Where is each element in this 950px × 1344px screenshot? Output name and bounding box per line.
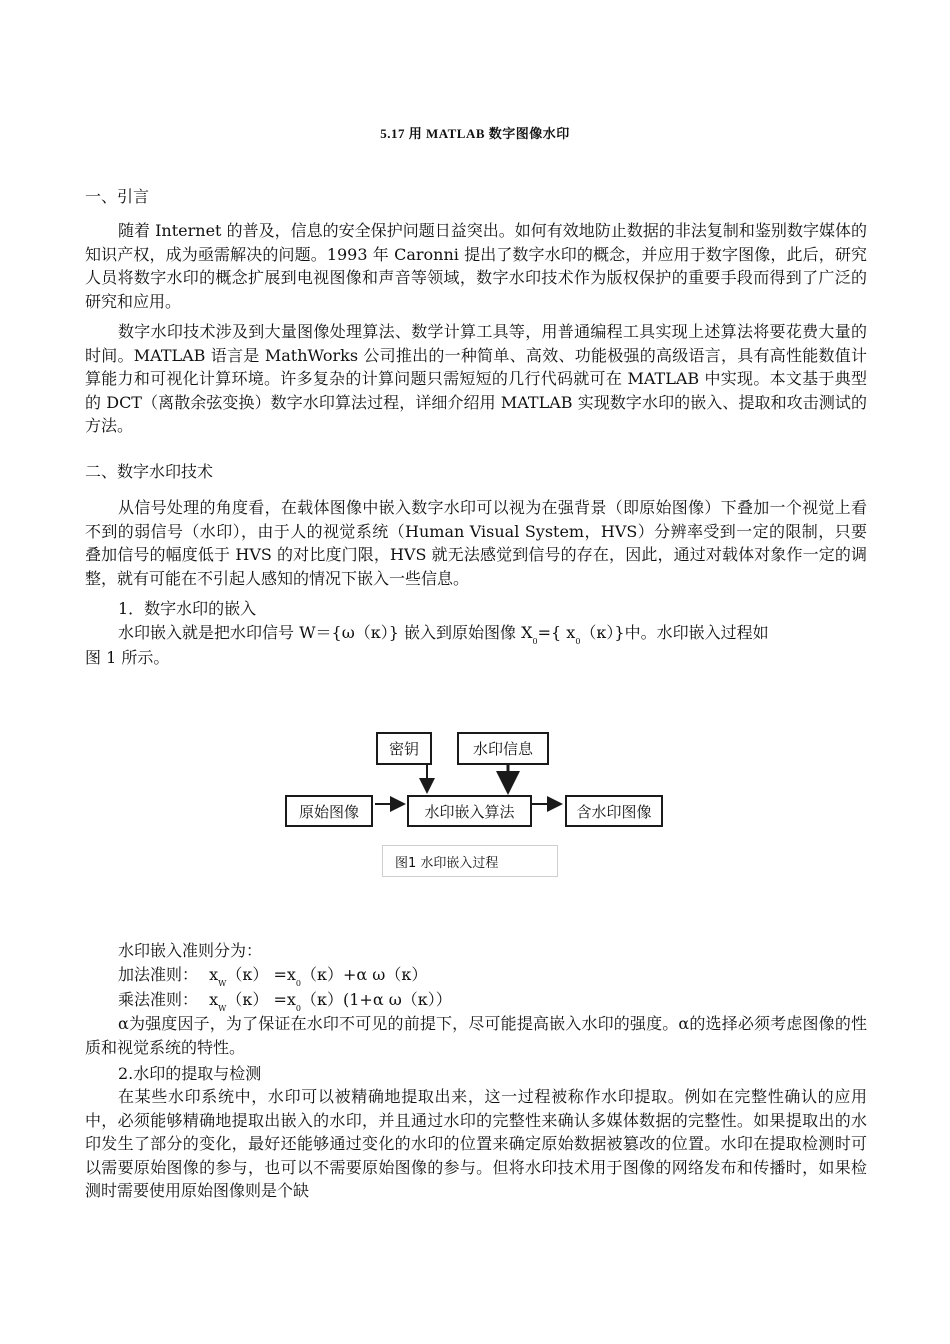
intro-paragraph-1: 随着 Internet 的普及，信息的安全保护问题日益突出。如何有效地防止数据的非法复制和鉴别数字媒体的知识产权，成为亟需解决的问题。1993 年 Caronni 提出了数字水印的概念，并应用于数字图像，此后，研究人员将数字水印的概念扩展到电视图像和声音等领域，数字水印技术作为版权保护的重要手段而得到了广泛的研究和应用。: [85, 221, 867, 311]
tech-paragraph-1: 从信号处理的角度看，在载体图像中嵌入数字水印可以视为在强背景（即原始图像）下叠加一个视觉上看不到的弱信号（水印），由于人的视觉系统（Human Visual System，HVS）分辨率受到一定的限制，只要叠加信号的幅度低于 HVS 的对比度门限，HVS 就无法感觉到信号的存在，因此，通过对载体对象作一定的调整，就有可能在不引起人感知的情况下嵌入一些信息。: [85, 498, 867, 588]
rule-add-label: 加法准则：: [118, 965, 199, 984]
rule-mul-mid-sub: 0: [295, 1004, 301, 1013]
box-original-image: 原始图像: [285, 795, 373, 827]
rule-add-rhs: （κ）+α ω（κ）: [301, 965, 428, 984]
alpha-paragraph: α为强度因子，为了保证在水印不可见的前提下，尽可能提高嵌入水印的强度。α的选择必须考虑图像的性质和视觉系统的特性。: [85, 1014, 867, 1057]
rule-add-lhs: x: [209, 965, 219, 984]
section-heading-introduction: 一、引言: [85, 187, 150, 206]
rule-mul-rhs: （κ）(1+α ω（κ））: [301, 990, 452, 1009]
rule-additive: [118, 962, 427, 988]
rule-mul-label: 乘法准则：: [118, 990, 199, 1009]
rule-add-mid-sub: 0: [295, 979, 301, 988]
rules-intro: 水印嵌入准则分为：: [118, 941, 263, 960]
rule-mul-lhs: x: [209, 990, 219, 1009]
box-key: 密钥: [376, 732, 432, 765]
box-embedding-algorithm: 水印嵌入算法: [407, 795, 532, 827]
intro-paragraph-2: 数字水印技术涉及到大量图像处理算法、数学计算工具等，用普通编程工具实现上述算法将要花费大量的时间。MATLAB 语言是 MathWorks 公司推出的一种简单、高效、功能极强的高级语言，具有高性能数值计算能力和可视化计算环境。许多复杂的计算问题只需短短的几行代码就可在 MATLAB 中实现。本文基于典型的 DCT（离散余弦变换）数字水印算法过程，详细介绍用 MATLAB 实现数字水印的嵌入、提取和攻击测试的方法。: [85, 322, 867, 436]
rule-mul-mid: （κ） =x: [226, 990, 296, 1009]
embed-subscript-1: 0: [532, 637, 538, 646]
rule-add-lhs-sub: W: [218, 979, 227, 988]
embed-text-c: （κ）}中。水印嵌入过程如: [580, 623, 769, 642]
embed-subscript-2: 0: [575, 637, 581, 646]
embed-description-line2: 图 1 所示。: [85, 648, 170, 667]
box-watermark-info: 水印信息: [457, 732, 549, 765]
box-watermarked-image: 含水印图像: [565, 795, 663, 827]
embed-description-line1: [118, 620, 769, 646]
rule-add-mid: （κ） =x: [226, 965, 296, 984]
section-heading-watermark-tech: 二、数字水印技术: [85, 462, 214, 481]
rule-multiplicative: [118, 987, 452, 1013]
subheading-embedding: 1．数字水印的嵌入: [118, 599, 257, 618]
figure1-caption: 图1 水印嵌入过程: [382, 845, 558, 877]
subheading-extraction: 2.水印的提取与检测: [118, 1064, 262, 1083]
document-title: 5.17 用 MATLAB 数字图像水印: [380, 126, 570, 141]
extraction-paragraph: 在某些水印系统中，水印可以被精确地提取出来，这一过程被称作水印提取。例如在完整性确认的应用中，必须能够精确地提取出嵌入的水印，并且通过水印的完整性来确认多媒体数据的完整性。如果提取出的水印发生了部分的变化，最好还能够通过变化的水印的位置来确定原始数据被篡改的位置。水印在提取检测时可以需要原始图像的参与，也可以不需要原始图像的参与。但将水印技术用于图像的网络发布和传播时，如果检测时需要使用原始图像则是个缺: [85, 1087, 867, 1201]
rule-mul-lhs-sub: W: [218, 1004, 227, 1013]
embed-text-b: ={ x: [537, 623, 576, 642]
embed-text-a: 水印嵌入就是把水印信号 W＝{ω（κ）} 嵌入到原始图像 X: [118, 623, 533, 642]
